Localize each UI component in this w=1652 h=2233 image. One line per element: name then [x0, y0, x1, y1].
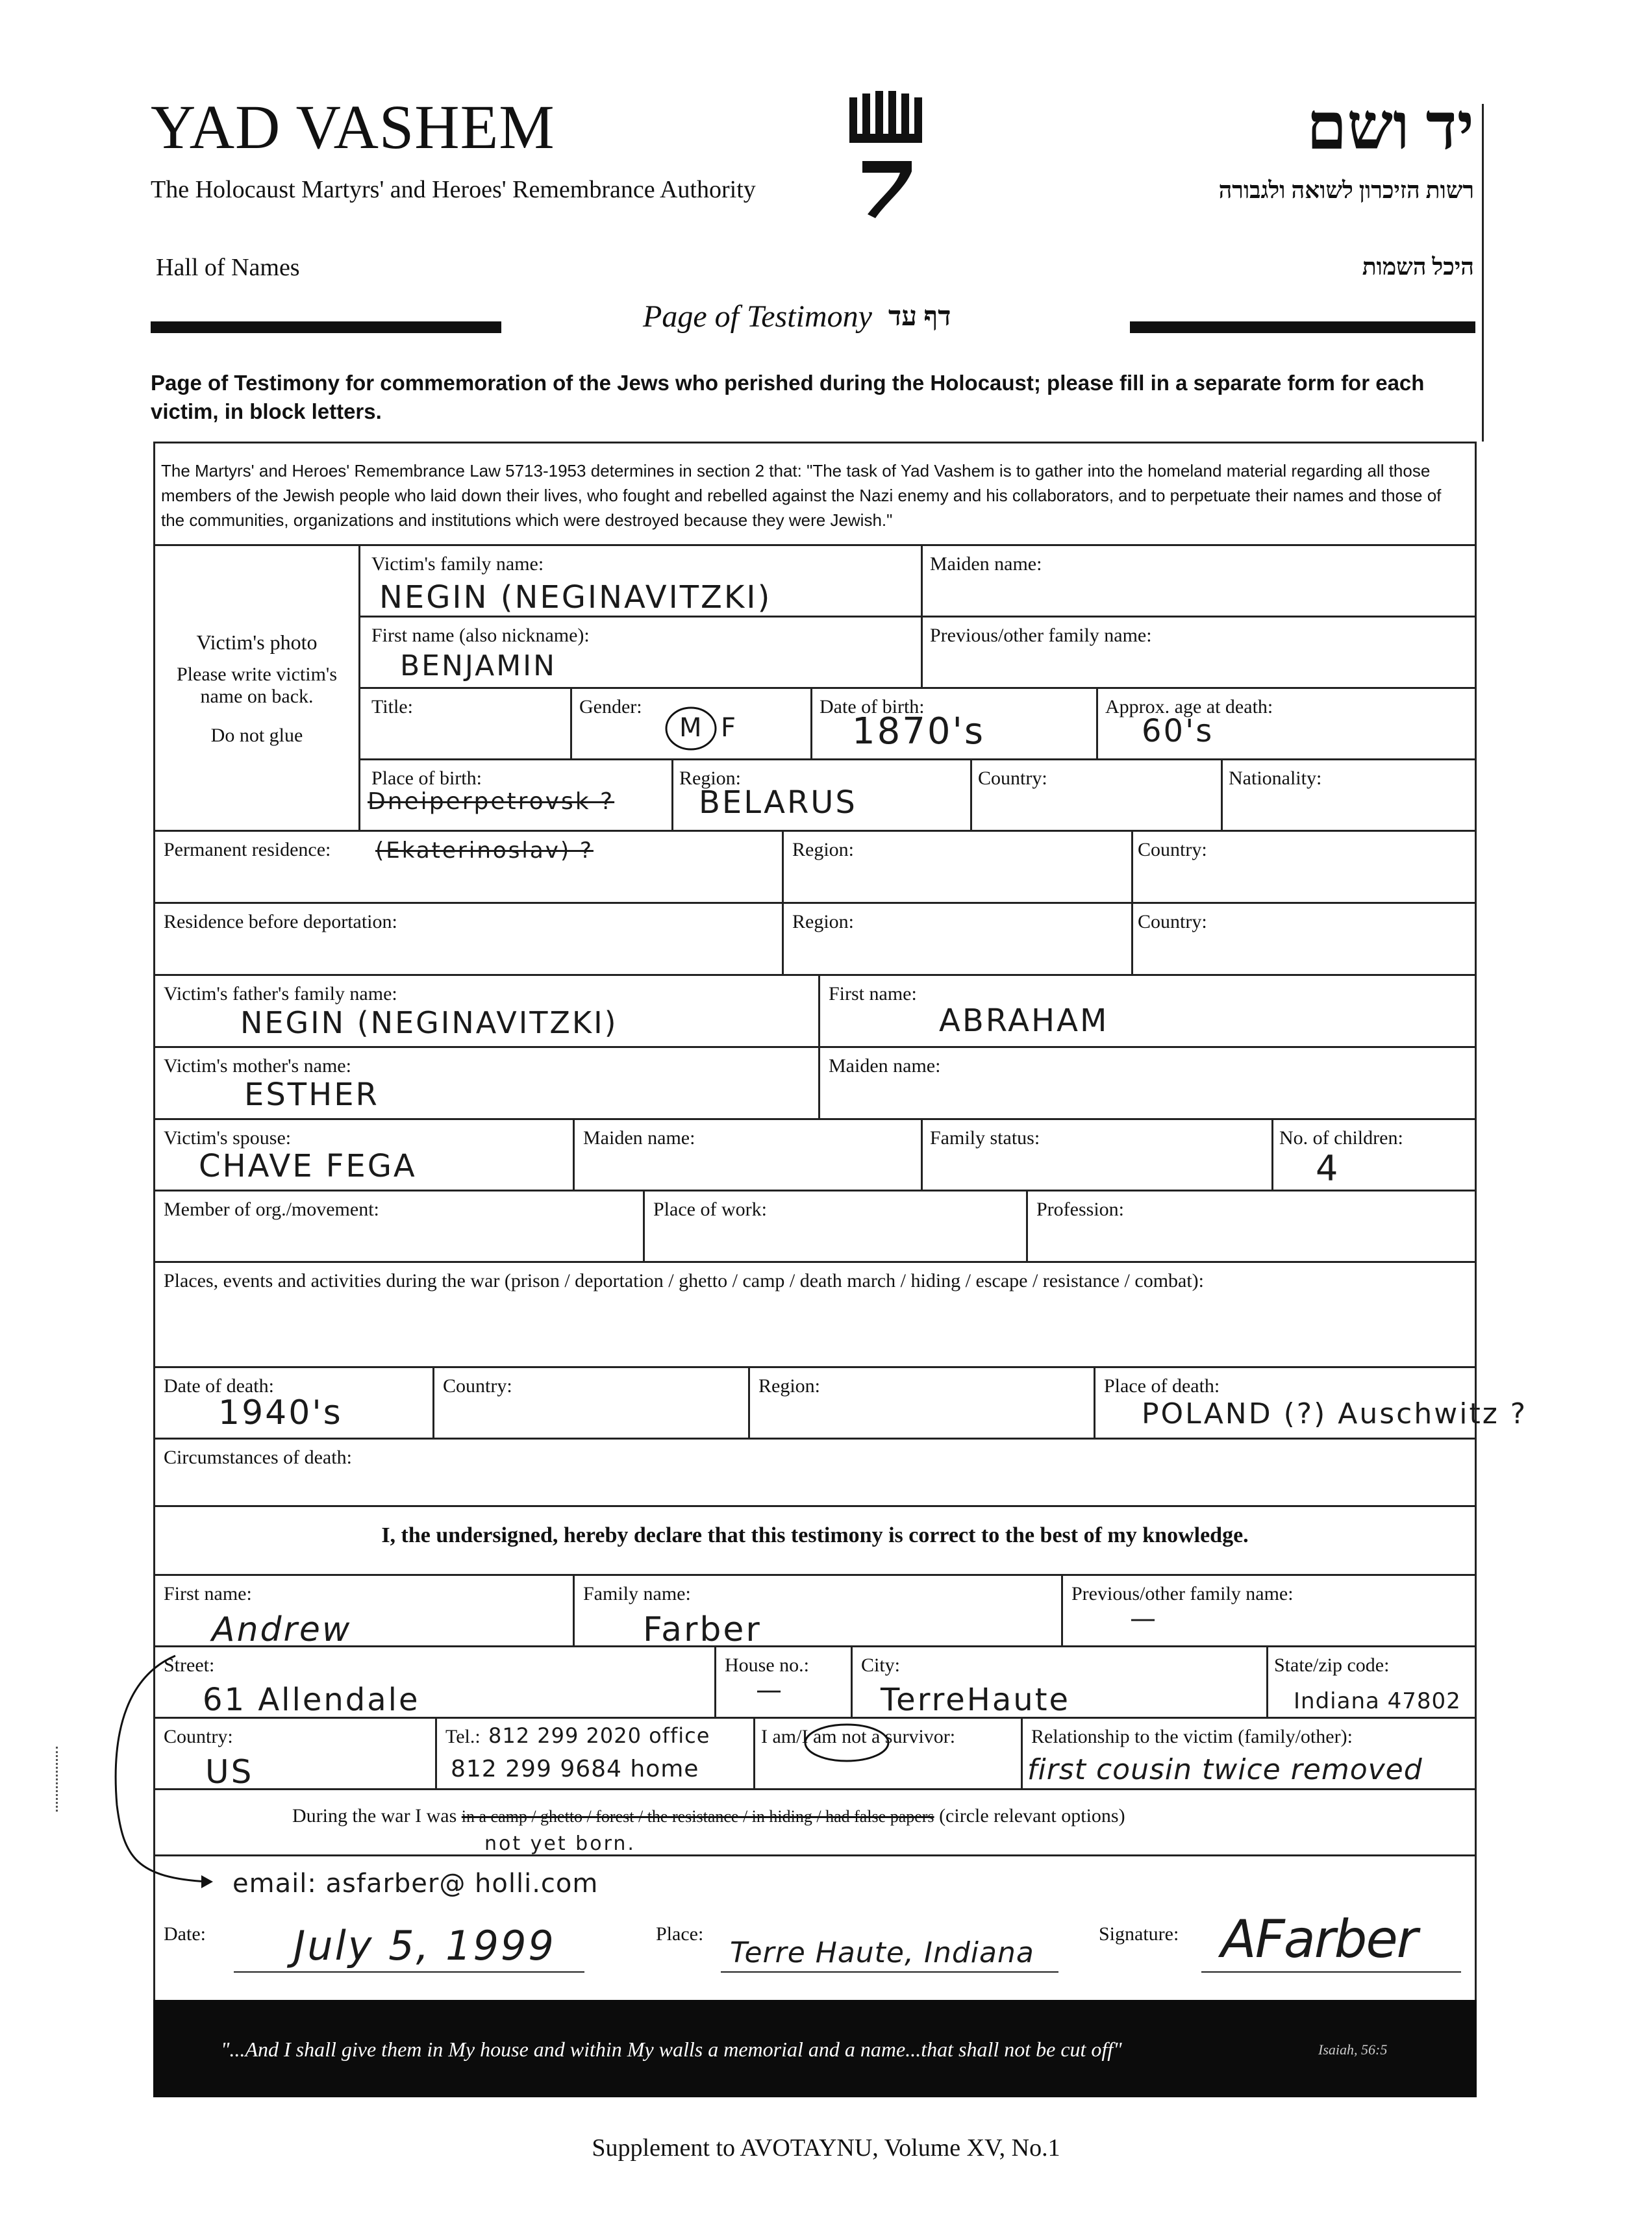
victim-age-at-death-value: 60's — [1142, 713, 1214, 749]
label-mother-name: Victim's mother's name: — [164, 1055, 351, 1077]
victim-first-name-value: BENJAMIN — [400, 649, 557, 682]
gender-f-value: F — [721, 713, 738, 743]
photo-box-line3: Do not glue — [210, 725, 303, 746]
label-family-name: Victim's family name: — [371, 553, 544, 575]
label-maiden-name: Maiden name: — [930, 553, 1042, 575]
label-family-status: Family status: — [930, 1127, 1040, 1149]
label-spouse-maiden-name: Maiden name: — [583, 1127, 695, 1149]
submitter-city-value: TerreHaute — [881, 1682, 1071, 1718]
label-profession: Profession: — [1036, 1199, 1124, 1220]
war-struck-options: in a camp / ghetto / forest / the resistance / in hiding / had false papers — [461, 1807, 934, 1826]
submitter-family-name-value: Farber — [643, 1610, 762, 1649]
label-circumstances-of-death: Circumstances of death: — [164, 1447, 352, 1468]
submitter-house-no-value: — — [756, 1675, 784, 1705]
photo-box-title: Victim's photo — [196, 630, 318, 654]
war-prefix: During the war I was — [292, 1805, 457, 1827]
org-subtitle-english: The Holocaust Martyrs' and Heroes' Remembrance Authority — [151, 176, 756, 203]
label-place-of-birth: Place of birth: — [371, 767, 482, 789]
signature-value: AFarber — [1221, 1909, 1417, 1969]
label-org-movement: Member of org./movement: — [164, 1199, 379, 1220]
label-mother-maiden-name: Maiden name: — [829, 1055, 941, 1077]
victim-birth-region-value: BELARUS — [699, 784, 857, 821]
submitter-tel-home-value: 812 299 9684 home — [451, 1756, 699, 1782]
label-tel: Tel.: — [445, 1726, 481, 1747]
label-first-name: First name (also nickname): — [371, 625, 590, 646]
label-relationship: Relationship to the victim (family/other): — [1031, 1726, 1353, 1747]
org-subtitle-hebrew: רשות הזיכרון לשואה ולגבורה — [1218, 177, 1474, 203]
submitter-first-name-value: Andrew — [212, 1610, 352, 1649]
label-places-events: Places, events and activities during the war (prison / deportation / ghetto / camp / death march / hiding / escape / resistance / combat): — [164, 1270, 1205, 1291]
label-age-at-death: Approx. age at death: — [1105, 696, 1273, 717]
father-family-name-value: NEGIN (NEGINAVITZKI) — [240, 1005, 618, 1040]
place-of-death-value: POLAND (?) Auschwitz ? — [1142, 1397, 1528, 1430]
label-place: Place: — [656, 1923, 704, 1945]
margin-dots — [56, 1747, 62, 1812]
label-state-zip: State/zip code: — [1274, 1654, 1390, 1676]
declaration-text: I, the undersigned, hereby declare that this testimony is correct to the best of my knowledge. — [381, 1523, 1249, 1547]
war-line — [292, 1805, 1125, 1827]
title-bar-left — [151, 321, 501, 333]
gender-m-value: M — [679, 713, 704, 743]
label-gender: Gender: — [579, 696, 642, 717]
submitter-relationship-value: first cousin twice removed — [1027, 1753, 1423, 1786]
label-father-first-name: First name: — [829, 983, 917, 1004]
org-name-english: YAD VASHEM — [151, 92, 555, 162]
label-place-of-death: Place of death: — [1104, 1375, 1220, 1397]
date-underline — [234, 1971, 584, 1973]
photo-box-line2: name on back. — [200, 686, 314, 707]
war-suffix: (circle relevant options) — [939, 1805, 1125, 1827]
label-survivor-am-not: I am not — [801, 1726, 867, 1747]
label-birth-country: Country: — [978, 767, 1047, 789]
label-spouse: Victim's spouse: — [164, 1127, 292, 1149]
label-death-region: Region: — [758, 1375, 820, 1397]
label-city: City: — [861, 1654, 901, 1676]
number-of-children-value: 4 — [1316, 1148, 1340, 1189]
submitter-state-zip-value: Indiana 47802 — [1294, 1688, 1461, 1714]
label-survivor-am: I am/ — [761, 1726, 802, 1747]
label-signature: Signature: — [1099, 1923, 1179, 1945]
date-of-death-value: 1940's — [218, 1393, 343, 1432]
photo-box — [155, 546, 358, 806]
submitter-street-value: 61 Allendale — [203, 1682, 420, 1718]
place-underline — [721, 1971, 1058, 1973]
label-submitter-previous-name: Previous/other family name: — [1071, 1583, 1294, 1604]
label-date-of-death: Date of death: — [164, 1375, 274, 1397]
label-residence-country: Country: — [1138, 839, 1207, 860]
label-deportation-region: Region: — [792, 911, 854, 932]
label-country: Country: — [164, 1726, 233, 1747]
label-date-of-birth: Date of birth: — [820, 696, 925, 717]
label-birth-region: Region: — [679, 767, 741, 789]
label-submitter-family-name: Family name: — [583, 1583, 691, 1604]
victim-permanent-residence-value: (Ekaterinoslav) ? — [375, 838, 594, 864]
submitter-email-value: email: asfarber@ holli.com — [232, 1869, 599, 1899]
label-previous-family-name: Previous/other family name: — [930, 625, 1152, 646]
label-nationality: Nationality: — [1229, 767, 1322, 789]
label-place-of-work: Place of work: — [653, 1199, 767, 1220]
label-title: Title: — [371, 696, 413, 717]
label-father-family-name: Victim's father's family name: — [164, 983, 397, 1004]
gender-circle-mark — [658, 703, 723, 755]
org-name-hebrew: יד ושם — [1306, 91, 1474, 163]
label-death-country: Country: — [443, 1375, 512, 1397]
signature-underline — [1201, 1971, 1461, 1973]
form-title-hebrew: דף עד — [888, 302, 951, 332]
hall-of-names-hebrew: היכל השמות — [1362, 254, 1474, 280]
footer-citation: Isaiah, 56:5 — [1318, 2041, 1388, 2058]
instructions-text: Page of Testimony for commemoration of the Jews who perished during the Holocaust; please fill in a separate form for each victim, in block letters. — [151, 371, 1425, 423]
hall-of-names-english: Hall of Names — [156, 254, 300, 281]
title-bar-right — [1130, 321, 1475, 333]
war-note-value: not yet born. — [484, 1832, 636, 1855]
victim-family-name-value: NEGIN (NEGINAVITZKI) — [379, 579, 772, 616]
label-submitter-first-name: First name: — [164, 1583, 252, 1604]
submitter-previous-name-value: — — [1130, 1604, 1158, 1634]
label-survivor-suffix: a survivor: — [866, 1726, 956, 1747]
form-title-english: Page of Testimony — [643, 299, 872, 334]
label-date: Date: — [164, 1923, 206, 1945]
label-street: Street: — [164, 1654, 215, 1676]
label-house-no: House no.: — [725, 1654, 809, 1676]
header-right-rule — [1482, 104, 1484, 442]
submission-date-value: July 5, 1999 — [294, 1922, 556, 1969]
label-deportation-country: Country: — [1138, 911, 1207, 932]
submitter-country-value: US — [205, 1753, 254, 1791]
mother-name-value: ESTHER — [244, 1077, 379, 1113]
law-text: The Martyrs' and Heroes' Remembrance Law 5713-1953 determines in section 2 that: "The task of Yad Vashem is to gather into the homeland material regarding all those members of the Jewish people who laid down their lives, who fought and rebelled against the Nazi enemy and his collaborators, and to perpetuate their names and those of the communities, organizations and institutions which were destroyed because they were Jewish." — [161, 461, 1442, 530]
yad-vashem-logo — [844, 91, 935, 221]
submission-place-value: Terre Haute, Indiana — [730, 1936, 1034, 1969]
label-permanent-residence: Permanent residence: — [164, 839, 331, 860]
survivor-circle-mark — [800, 1718, 897, 1770]
email-arrow — [97, 1649, 227, 1909]
spouse-name-value: CHAVE FEGA — [199, 1148, 417, 1184]
father-first-name-value: ABRAHAM — [939, 1003, 1109, 1039]
footer-quote: "...And I shall give them in My house and within My walls a memorial and a name...that shall not be cut off" — [221, 2038, 1122, 2061]
supplement-note: Supplement to AVOTAYNU, Volume XV, No.1 — [592, 2134, 1060, 2162]
victim-place-of-birth-value: Dneiperpetrovsk ? — [368, 788, 615, 815]
photo-box-line1: Please write victim's — [176, 664, 338, 685]
label-number-of-children: No. of children: — [1279, 1127, 1403, 1149]
victim-dob-value: 1870's — [852, 710, 986, 753]
label-residence-before-deportation: Residence before deportation: — [164, 911, 397, 932]
submitter-tel-office-value: 812 299 2020 office — [488, 1723, 710, 1748]
label-residence-region: Region: — [792, 839, 854, 860]
